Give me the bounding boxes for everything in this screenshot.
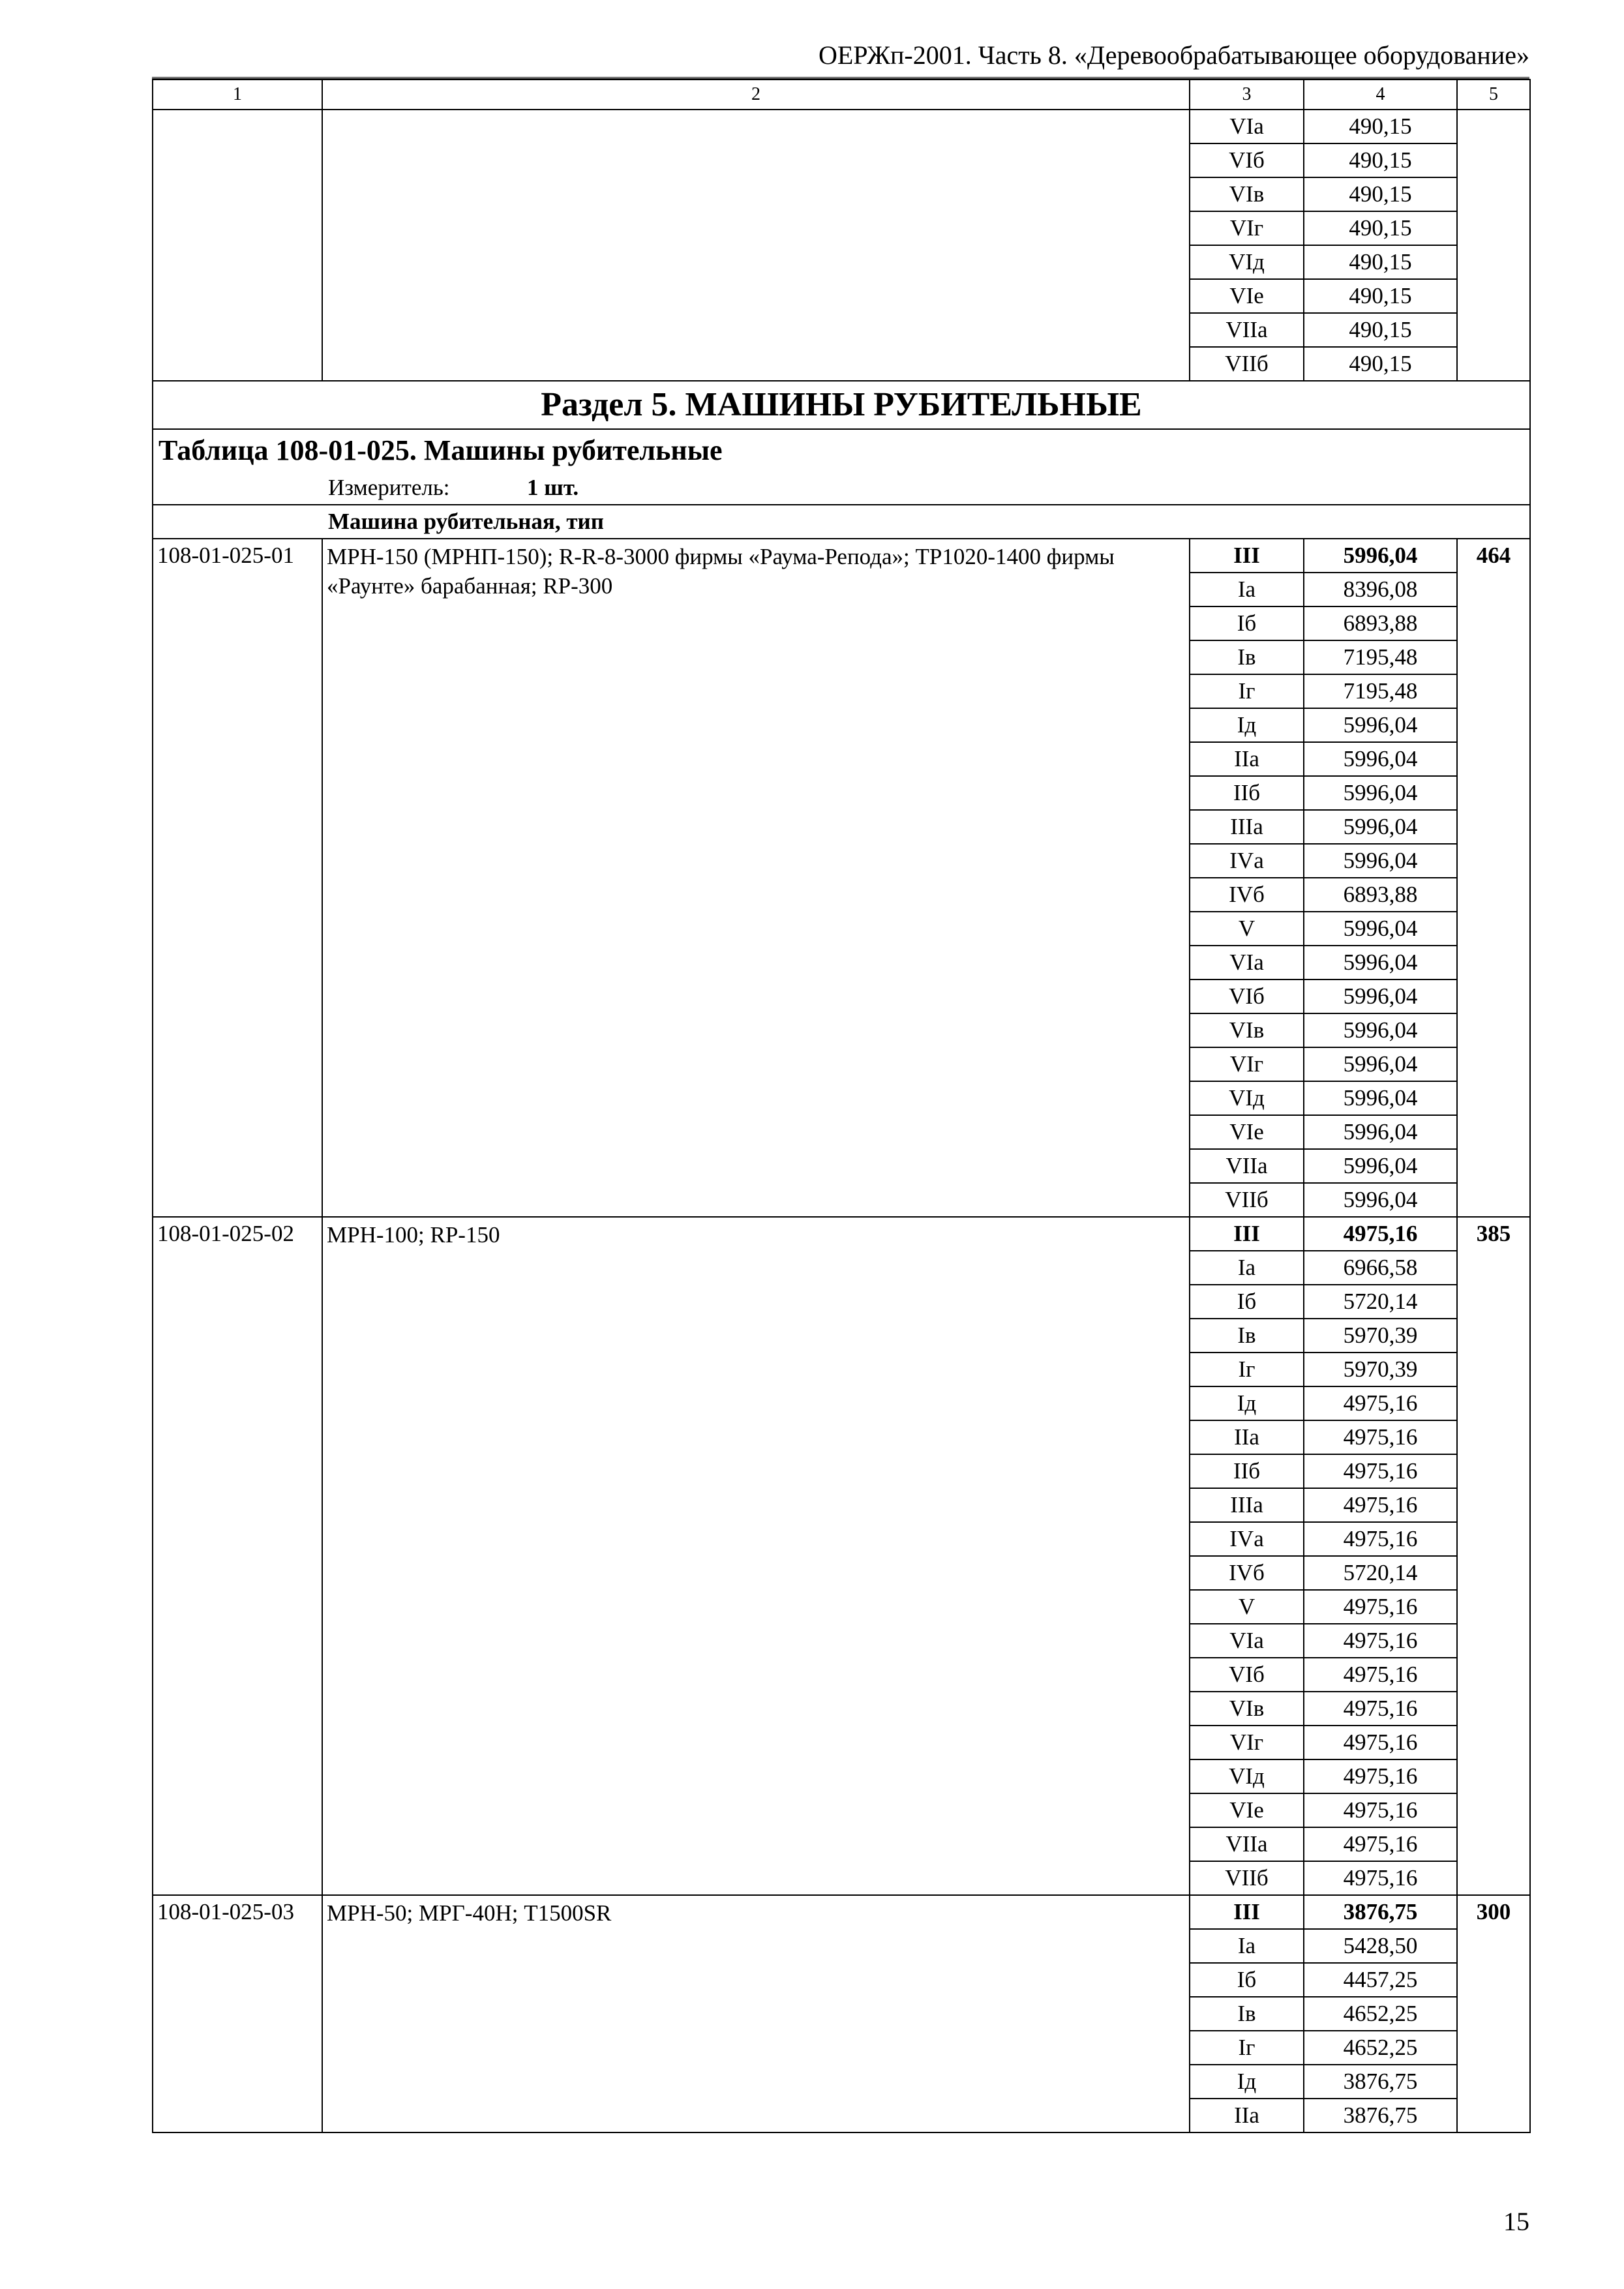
zone-cell: V xyxy=(1190,1590,1304,1624)
price-cell: 4975,16 xyxy=(1304,1454,1457,1488)
table-row xyxy=(153,1895,1530,1929)
price-cell: 490,15 xyxy=(1304,143,1457,177)
price-cell: 4975,16 xyxy=(1304,1827,1457,1861)
zone-cell: VIв xyxy=(1190,177,1304,211)
item-description: МРН-100; RР-150 xyxy=(322,1217,1190,1895)
zone-cell: Iд xyxy=(1190,708,1304,742)
price-cell: 4975,16 xyxy=(1304,1692,1457,1726)
zone-cell: VIIб xyxy=(1190,347,1304,381)
zone-cell: Iб xyxy=(1190,1963,1304,1997)
zone-cell: VIа xyxy=(1190,1624,1304,1658)
price-cell: 5996,04 xyxy=(1304,1013,1457,1047)
zone-cell: Iг xyxy=(1190,2031,1304,2065)
zone-cell: VIе xyxy=(1190,1793,1304,1827)
description-cell xyxy=(322,110,1190,381)
zone-cell: Iд xyxy=(1190,1386,1304,1420)
zone-cell: Iв xyxy=(1190,640,1304,674)
column-number: 4 xyxy=(1304,80,1457,110)
zone-cell: Iг xyxy=(1190,1353,1304,1386)
item-col5: 464 xyxy=(1457,539,1530,1217)
price-cell: 5996,04 xyxy=(1304,1081,1457,1115)
zone-cell: IIб xyxy=(1190,776,1304,810)
price-cell: 5970,39 xyxy=(1304,1319,1457,1353)
item-code: 108-01-025-01 xyxy=(153,539,322,1217)
item-col5: 300 xyxy=(1457,1895,1530,2132)
zone-cell: Iа xyxy=(1190,1929,1304,1963)
price-cell: 5720,14 xyxy=(1304,1285,1457,1319)
price-cell: 4652,25 xyxy=(1304,1997,1457,2031)
table-row xyxy=(153,1217,1530,1251)
zone-cell: Iа xyxy=(1190,1251,1304,1285)
unit-cell xyxy=(153,471,1530,505)
zone-cell: Iа xyxy=(1190,573,1304,606)
price-cell: 5996,04 xyxy=(1304,946,1457,980)
price-cell: 4975,16 xyxy=(1304,1488,1457,1522)
price-cell: 490,15 xyxy=(1304,245,1457,279)
item-description: МРН-50; МРГ-40Н; Т1500SR xyxy=(322,1895,1190,2132)
zone-cell: VIIа xyxy=(1190,1149,1304,1183)
table-row xyxy=(153,539,1530,573)
price-cell: 490,15 xyxy=(1304,110,1457,143)
price-cell: 5996,04 xyxy=(1304,844,1457,878)
zone-cell: VIд xyxy=(1190,1081,1304,1115)
price-cell: 4975,16 xyxy=(1304,1386,1457,1420)
zone-cell: IIа xyxy=(1190,742,1304,776)
price-cell: 3876,75 xyxy=(1304,1895,1457,1929)
page-number: 15 xyxy=(1503,2207,1529,2236)
section-title: Раздел 5. МАШИНЫ РУБИТЕЛЬНЫЕ xyxy=(153,381,1530,429)
zone-cell: IVа xyxy=(1190,844,1304,878)
section-row xyxy=(153,381,1530,429)
item-col5: 385 xyxy=(1457,1217,1530,1895)
running-title: ОЕРЖп-2001. Часть 8. «Деревообрабатывающее оборудование» xyxy=(152,39,1529,79)
price-cell: 5996,04 xyxy=(1304,1115,1457,1149)
price-cell: 5996,04 xyxy=(1304,742,1457,776)
zone-cell: VIд xyxy=(1190,245,1304,279)
price-cell: 4652,25 xyxy=(1304,2031,1457,2065)
item-description: МРН-150 (МРНП-150); R-R-8-3000 фирмы «Раума-Репода»; ТР1020-1400 фирмы «Раунте» барабанная; RР-300 xyxy=(322,539,1190,1217)
price-cell: 5996,04 xyxy=(1304,912,1457,946)
price-cell: 490,15 xyxy=(1304,313,1457,347)
zone-cell: VIб xyxy=(1190,1658,1304,1692)
zone-cell: Iв xyxy=(1190,1997,1304,2031)
price-cell: 5996,04 xyxy=(1304,1047,1457,1081)
price-cell: 6893,88 xyxy=(1304,606,1457,640)
zone-cell: Iб xyxy=(1190,1285,1304,1319)
price-cell: 4975,16 xyxy=(1304,1861,1457,1895)
price-cell: 6966,58 xyxy=(1304,1251,1457,1285)
price-cell: 4975,16 xyxy=(1304,1420,1457,1454)
price-cell: 3876,75 xyxy=(1304,2065,1457,2099)
zone-cell: III xyxy=(1190,539,1304,573)
price-cell: 4975,16 xyxy=(1304,1726,1457,1759)
column-number-row xyxy=(153,80,1530,110)
zone-cell: VIг xyxy=(1190,1726,1304,1759)
unit-value: 1 шт. xyxy=(527,475,579,500)
zone-cell: IIIа xyxy=(1190,810,1304,844)
rates-table-body xyxy=(153,80,1530,2132)
zone-cell: Iв xyxy=(1190,1319,1304,1353)
zone-cell: IIа xyxy=(1190,2099,1304,2132)
price-cell: 5720,14 xyxy=(1304,1556,1457,1590)
subtype-row xyxy=(153,505,1530,539)
price-cell: 5970,39 xyxy=(1304,1353,1457,1386)
table-title-row xyxy=(153,429,1530,471)
column-number: 5 xyxy=(1457,80,1530,110)
zone-cell: VIб xyxy=(1190,143,1304,177)
unit-label: Измеритель: xyxy=(328,475,450,500)
zone-cell: III xyxy=(1190,1217,1304,1251)
zone-cell: IVб xyxy=(1190,1556,1304,1590)
zone-cell: VIIб xyxy=(1190,1183,1304,1217)
zone-cell: Iб xyxy=(1190,606,1304,640)
price-cell: 3876,75 xyxy=(1304,2099,1457,2132)
price-cell: 5996,04 xyxy=(1304,539,1457,573)
zone-cell: VIв xyxy=(1190,1013,1304,1047)
price-cell: 490,15 xyxy=(1304,347,1457,381)
column-number: 3 xyxy=(1190,80,1304,110)
zone-cell: VIа xyxy=(1190,110,1304,143)
price-cell: 4975,16 xyxy=(1304,1590,1457,1624)
zone-cell: IVа xyxy=(1190,1522,1304,1556)
zone-cell: VIб xyxy=(1190,980,1304,1013)
price-cell: 5996,04 xyxy=(1304,810,1457,844)
price-cell: 5996,04 xyxy=(1304,980,1457,1013)
price-cell: 5996,04 xyxy=(1304,776,1457,810)
table-title: Таблица 108-01-025. Машины рубительные xyxy=(153,429,1530,471)
zone-cell: VIIа xyxy=(1190,313,1304,347)
zone-cell: VIг xyxy=(1190,211,1304,245)
zone-cell: IIб xyxy=(1190,1454,1304,1488)
zone-cell: Iг xyxy=(1190,674,1304,708)
continued-row xyxy=(153,110,1530,143)
price-cell: 4975,16 xyxy=(1304,1793,1457,1827)
column-number: 1 xyxy=(153,80,322,110)
code-cell xyxy=(153,110,322,381)
price-cell: 5428,50 xyxy=(1304,1929,1457,1963)
subtype-heading: Машина рубительная, тип xyxy=(153,505,1530,539)
price-cell: 7195,48 xyxy=(1304,674,1457,708)
zone-cell: VIе xyxy=(1190,1115,1304,1149)
zone-cell: VIе xyxy=(1190,279,1304,313)
zone-cell: VIг xyxy=(1190,1047,1304,1081)
price-cell: 8396,08 xyxy=(1304,573,1457,606)
unit-row xyxy=(153,471,1530,505)
zone-cell: VIв xyxy=(1190,1692,1304,1726)
price-cell: 7195,48 xyxy=(1304,640,1457,674)
zone-cell: Iд xyxy=(1190,2065,1304,2099)
col5-cell xyxy=(1457,110,1530,381)
zone-cell: V xyxy=(1190,912,1304,946)
zone-cell: IVб xyxy=(1190,878,1304,912)
price-cell: 4457,25 xyxy=(1304,1963,1457,1997)
price-cell: 4975,16 xyxy=(1304,1759,1457,1793)
zone-cell: VIIб xyxy=(1190,1861,1304,1895)
price-cell: 490,15 xyxy=(1304,177,1457,211)
column-number: 2 xyxy=(322,80,1190,110)
zone-cell: IIа xyxy=(1190,1420,1304,1454)
price-cell: 5996,04 xyxy=(1304,708,1457,742)
price-cell: 6893,88 xyxy=(1304,878,1457,912)
price-cell: 4975,16 xyxy=(1304,1658,1457,1692)
price-cell: 5996,04 xyxy=(1304,1183,1457,1217)
item-code: 108-01-025-03 xyxy=(153,1895,322,2132)
zone-cell: IIIа xyxy=(1190,1488,1304,1522)
price-cell: 5996,04 xyxy=(1304,1149,1457,1183)
price-cell: 490,15 xyxy=(1304,279,1457,313)
price-cell: 490,15 xyxy=(1304,211,1457,245)
zone-cell: VIIа xyxy=(1190,1827,1304,1861)
price-cell: 4975,16 xyxy=(1304,1624,1457,1658)
zone-cell: III xyxy=(1190,1895,1304,1929)
rates-table xyxy=(152,79,1531,2133)
price-cell: 4975,16 xyxy=(1304,1217,1457,1251)
price-cell: 4975,16 xyxy=(1304,1522,1457,1556)
item-code: 108-01-025-02 xyxy=(153,1217,322,1895)
zone-cell: VIа xyxy=(1190,946,1304,980)
zone-cell: VIд xyxy=(1190,1759,1304,1793)
